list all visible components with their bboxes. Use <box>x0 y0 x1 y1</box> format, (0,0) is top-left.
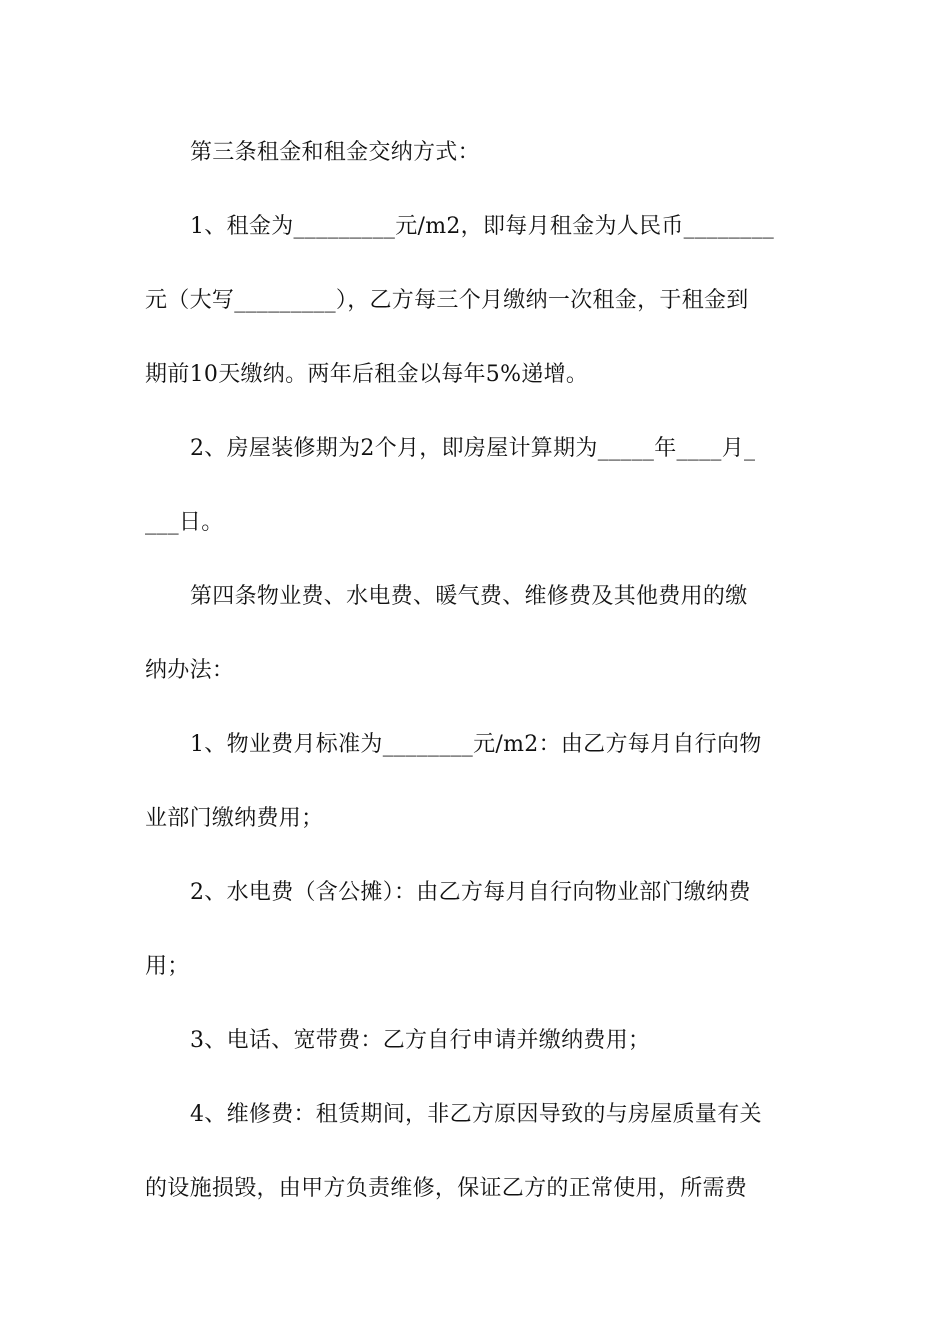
clause-3-1-line-3: 期前10天缴纳。两年后租金以每年5%递增。 <box>145 362 589 387</box>
clause-4-2-line-1: 2、水电费（含公摊）：由乙方每月自行向物业部门缴纳费 <box>190 880 751 905</box>
article-4-heading-line-2: 纳办法： <box>145 658 235 683</box>
clause-3-1-line-1: 1、租金为_________元/m2，即每月租金为人民币________ <box>190 214 775 239</box>
clause-3-2-line-1: 2、房屋装修期为2个月，即房屋计算期为_____年____月_ <box>190 436 756 461</box>
clause-4-1-line-1: 1、物业费月标准为________元/m2：由乙方每月自行向物 <box>190 732 762 757</box>
clause-4-4-line-1: 4、维修费：租赁期间，非乙方原因导致的与房屋质量有关 <box>190 1102 762 1127</box>
clause-4-4-line-2: 的设施损毁，由甲方负责维修，保证乙方的正常使用，所需费 <box>145 1176 748 1201</box>
clause-3-2-line-2: ___日。 <box>145 510 224 535</box>
clause-4-1-line-2: 业部门缴纳费用； <box>145 806 324 831</box>
article-4-heading-line-1: 第四条物业费、水电费、暖气费、维修费及其他费用的缴 <box>190 584 748 609</box>
clause-4-3-line-1: 3、电话、宽带费：乙方自行申请并缴纳费用； <box>190 1028 651 1053</box>
clause-4-2-line-2: 用； <box>145 954 190 979</box>
article-3-heading: 第三条租金和租金交纳方式： <box>190 140 480 165</box>
clause-3-1-line-2: 元（大写_________），乙方每三个月缴纳一次租金，于租金到 <box>145 288 749 313</box>
